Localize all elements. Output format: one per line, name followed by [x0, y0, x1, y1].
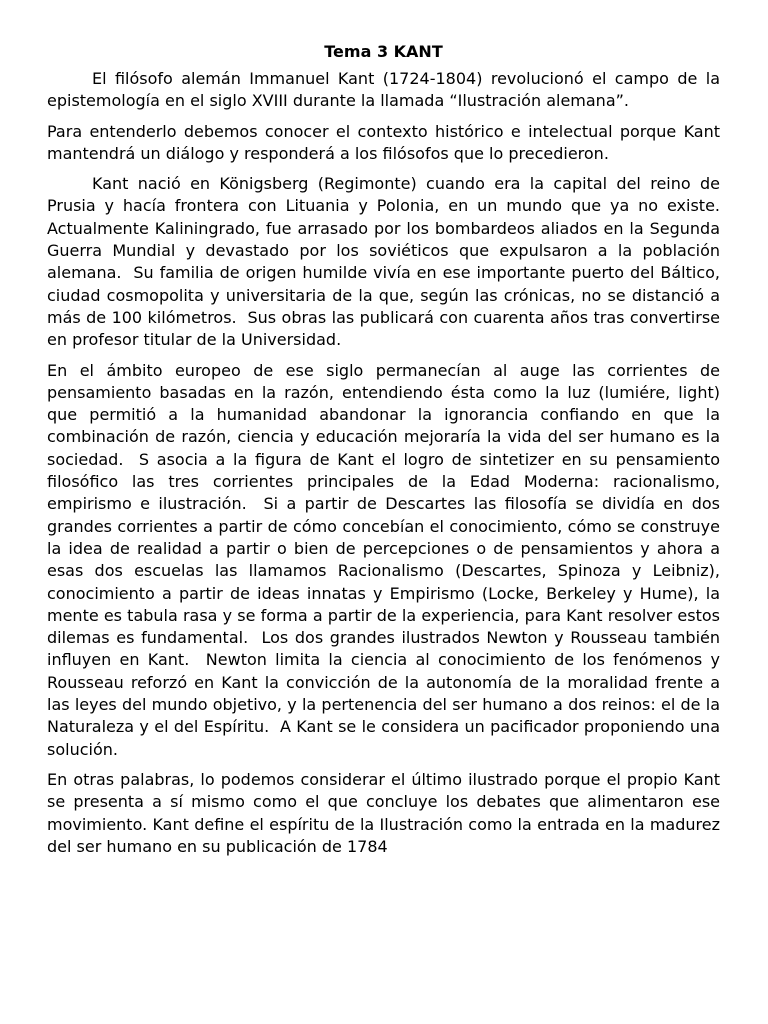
paragraph-european-context: En el ámbito europeo de ese siglo permanecían al auge las corrientes de pensamiento basadas en la razón, entendiendo ésta como la luz (lumiére, light) que permitió a la humanidad abandonar la ignorancia confiando en que la combinación de razón, ciencia y educación mejoraría la vida del ser humano es la sociedad. S asocia a la figura de Kant el logro de sintetizer en su pensamiento filosófico las tres corrientes principales de la Edad Moderna: racionalismo, empirismo e ilustración. Si a partir de Descartes las filosofía se dividía en dos grandes corrientes a partir de cómo concebían el conocimiento, cómo se construye la idea de realidad a partir o bien de percepciones o de pensamientos y ahora a esas dos escuelas las llamamos Racionalismo (Descartes, Spinoza y Leibniz), conocimiento a partir de ideas innatas y Empirismo (Locke, Berkeley y Hume), la mente es tabula rasa y se forma a partir de la experiencia, para Kant resolver estos dilemas es fundamental. Los dos grandes ilustrados Newton y Rousseau también influyen en Kant. Newton limita la ciencia al conocimiento de los fenómenos y Rousseau reforzó en Kant la convicción de la autonomía de la moralidad frente a las leyes del mundo objetivo, y la pertenencia del ser humano a dos reinos: el de la Naturaleza y el del Espíritu. A Kant se le considera un pacificador proponiendo una solución.	[47, 360, 726, 759]
paragraph-last-enlightened: En otras palabras, lo podemos considerar el último ilustrado porque el propio Kant se presenta a sí mismo como el que concluye los debates que alimentaron ese movimiento. Kant define el espíritu de la Ilustración como la entrada en la madurez del ser humano en su publicación de 1784	[47, 769, 726, 856]
document-title: Tema 3 KANT	[324, 42, 443, 61]
document-page	[47, 40, 731, 866]
paragraph-intro: El filósofo alemán Immanuel Kant (1724-1804) revolucionó el campo de la epistemología en el siglo XVIII durante la llamada “Ilustración alemana”.	[47, 69, 726, 111]
paragraph-context: Para entenderlo debemos conocer el contexto histórico e intelectual porque Kant mantendrá un diálogo y responderá a los filósofos que lo precedieron.	[47, 121, 726, 163]
paragraph-biography: Kant nació en Königsberg (Regimonte) cuando era la capital del reino de Prusia y hacía frontera con Lituania y Polonia, en un mundo que ya no existe. Actualmente Kaliningrado, fue arrasado por los bombardeos aliados en la Segunda Guerra Mundial y devastado por los soviéticos que expulsaron a la población alemana. Su familia de origen humilde vivía en ese importante puerto del Báltico, ciudad cosmopolita y universitaria de la que, según las crónicas, no se distanció a más de 100 kilómetros. Sus obras las publicará con cuarenta años tras convertirse en profesor titular de la Universidad.	[47, 174, 731, 350]
